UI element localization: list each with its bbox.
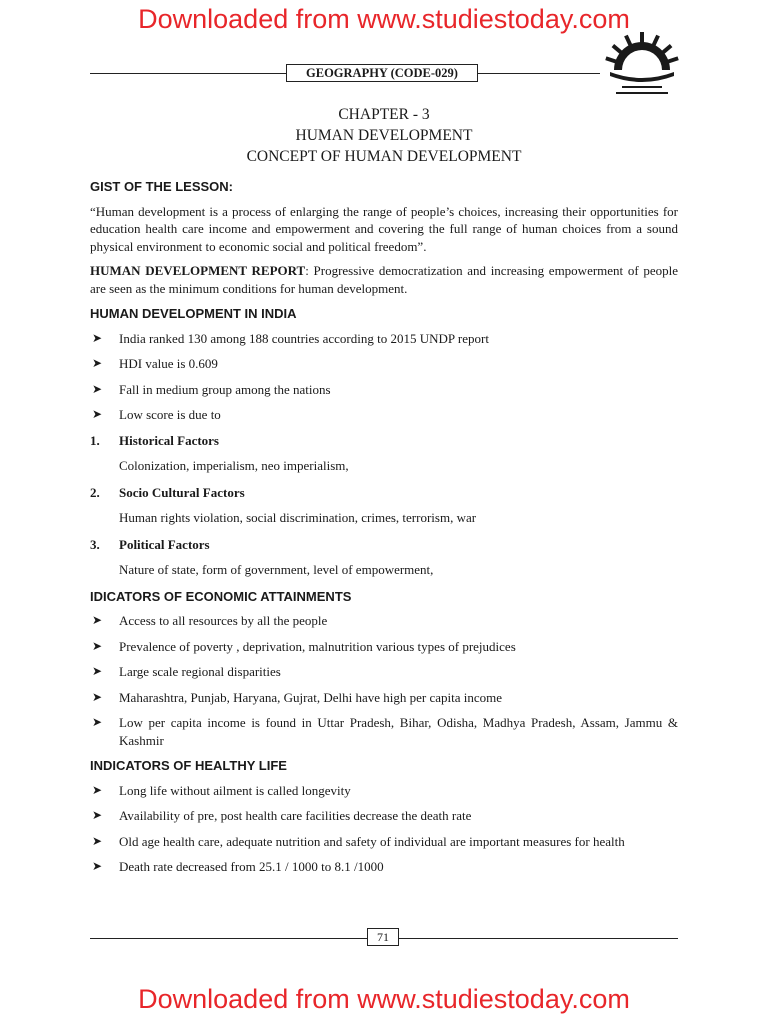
kvs-logo (604, 30, 680, 96)
gist-heading: GIST OF THE LESSON: (90, 179, 234, 194)
footer-rule-left (90, 938, 367, 939)
list-item (90, 782, 678, 800)
list-item (90, 381, 678, 399)
arrowhead-bullet-icon: ➤ (92, 356, 103, 370)
list-item-text: Long life without ailment is called longevity (119, 782, 351, 798)
factor-title: Socio Cultural Factors (119, 484, 245, 500)
subject-code-box: GEOGRAPHY (CODE-029) (286, 64, 478, 82)
arrowhead-bullet-icon: ➤ (92, 613, 103, 627)
india-list (90, 330, 678, 424)
arrowhead-bullet-icon: ➤ (92, 638, 103, 653)
header-rule-right (478, 73, 600, 74)
factor-number: 1. (90, 432, 100, 448)
factor-item (90, 432, 678, 450)
footer-rule-right (399, 938, 678, 939)
factor-item (90, 484, 678, 502)
logo-ray (640, 32, 644, 44)
list-item-text: Old age health care, adequate nutrition and safety of individual are important measures for health (119, 833, 625, 849)
factor-item (90, 536, 678, 554)
list-item (90, 807, 678, 825)
arrowhead-bullet-icon: ➤ (92, 859, 103, 873)
india-heading: HUMAN DEVELOPMENT IN INDIA (90, 306, 297, 321)
list-item (90, 858, 678, 876)
factor-title: Political Factors (119, 536, 210, 552)
arrowhead-bullet-icon: ➤ (92, 407, 103, 421)
report-text: : Progressive democratization and increasing empowerment of people are seen as the minimum conditions for human development. (90, 263, 678, 296)
chapter-number: CHAPTER - 3 (338, 106, 430, 123)
list-item-text: Fall in medium group among the nations (119, 381, 331, 397)
arrowhead-bullet-icon: ➤ (92, 381, 103, 396)
list-item-text: HDI value is 0.609 (119, 356, 218, 371)
arrowhead-bullet-icon: ➤ (92, 664, 103, 678)
list-item-text: Maharashtra, Punjab, Haryana, Gujrat, Delhi have high per capita income (119, 689, 502, 705)
list-item-text: Low per capita income is found in Uttar Pradesh, Bihar, Odisha, Madhya Pradesh, Assam, Jammu & Kashmir (119, 715, 678, 748)
list-item-text: Low score is due to (119, 407, 221, 422)
list-item (90, 355, 678, 373)
chapter-subtitle: CONCEPT OF HUMAN DEVELOPMENT (246, 148, 522, 165)
report-paragraph (90, 262, 678, 297)
factor-text: Colonization, imperialism, neo imperialism, (119, 458, 349, 473)
list-item (90, 406, 678, 424)
list-item (90, 638, 678, 656)
arrowhead-bullet-icon: ➤ (92, 715, 103, 729)
health-list (90, 782, 678, 876)
list-item-text: Prevalence of poverty , deprivation, malnutrition various types of prejudices (119, 638, 516, 654)
list-item-text: Death rate decreased from 25.1 / 1000 to 8.1 /1000 (119, 859, 384, 874)
list-item (90, 833, 678, 851)
economic-heading: IDICATORS OF ECONOMIC ATTAINMENTS (90, 588, 352, 604)
list-item-text: India ranked 130 among 188 countries according to 2015 UNDP report (119, 330, 489, 346)
list-item (90, 612, 678, 630)
factor-text: Nature of state, form of government, level of empowerment, (119, 562, 434, 577)
page-number: 71 (367, 928, 399, 946)
list-item-text: Large scale regional disparities (119, 664, 281, 679)
page-content (90, 178, 678, 884)
chapter-title: HUMAN DEVELOPMENT (295, 127, 473, 144)
list-item (90, 663, 678, 681)
list-item (90, 714, 678, 749)
watermark-bottom: Downloaded from www.studiestoday.com (138, 984, 630, 1014)
list-item-text: Access to all resources by all the people (119, 613, 328, 628)
report-label: HUMAN DEVELOPMENT REPORT (90, 263, 306, 278)
watermark-top: Downloaded from www.studiestoday.com (138, 4, 630, 34)
health-heading: INDICATORS OF HEALTHY LIFE (90, 758, 287, 773)
chapter-titles (0, 104, 768, 167)
arrowhead-bullet-icon: ➤ (92, 689, 103, 704)
list-item-text: Availability of pre, post health care facilities decrease the death rate (119, 808, 472, 823)
gist-quote: “Human development is a process of enlarging the range of people’s choices, increasing their opportunities for education health care income and empowerment and covering the full range of human choices from a sound physical environment to economic social and political freedom”. (90, 203, 678, 254)
factor-number: 3. (90, 536, 100, 552)
factor-text: Human rights violation, social discrimination, crimes, terrorism, war (119, 510, 477, 525)
factor-title: Historical Factors (119, 432, 219, 448)
factor-number: 2. (90, 484, 100, 500)
list-item (90, 689, 678, 707)
arrowhead-bullet-icon: ➤ (92, 833, 103, 848)
header-rule-left (90, 73, 286, 74)
arrowhead-bullet-icon: ➤ (92, 808, 103, 822)
list-item (90, 330, 678, 348)
arrowhead-bullet-icon: ➤ (92, 782, 103, 797)
economic-list (90, 612, 678, 749)
arrowhead-bullet-icon: ➤ (92, 330, 103, 345)
